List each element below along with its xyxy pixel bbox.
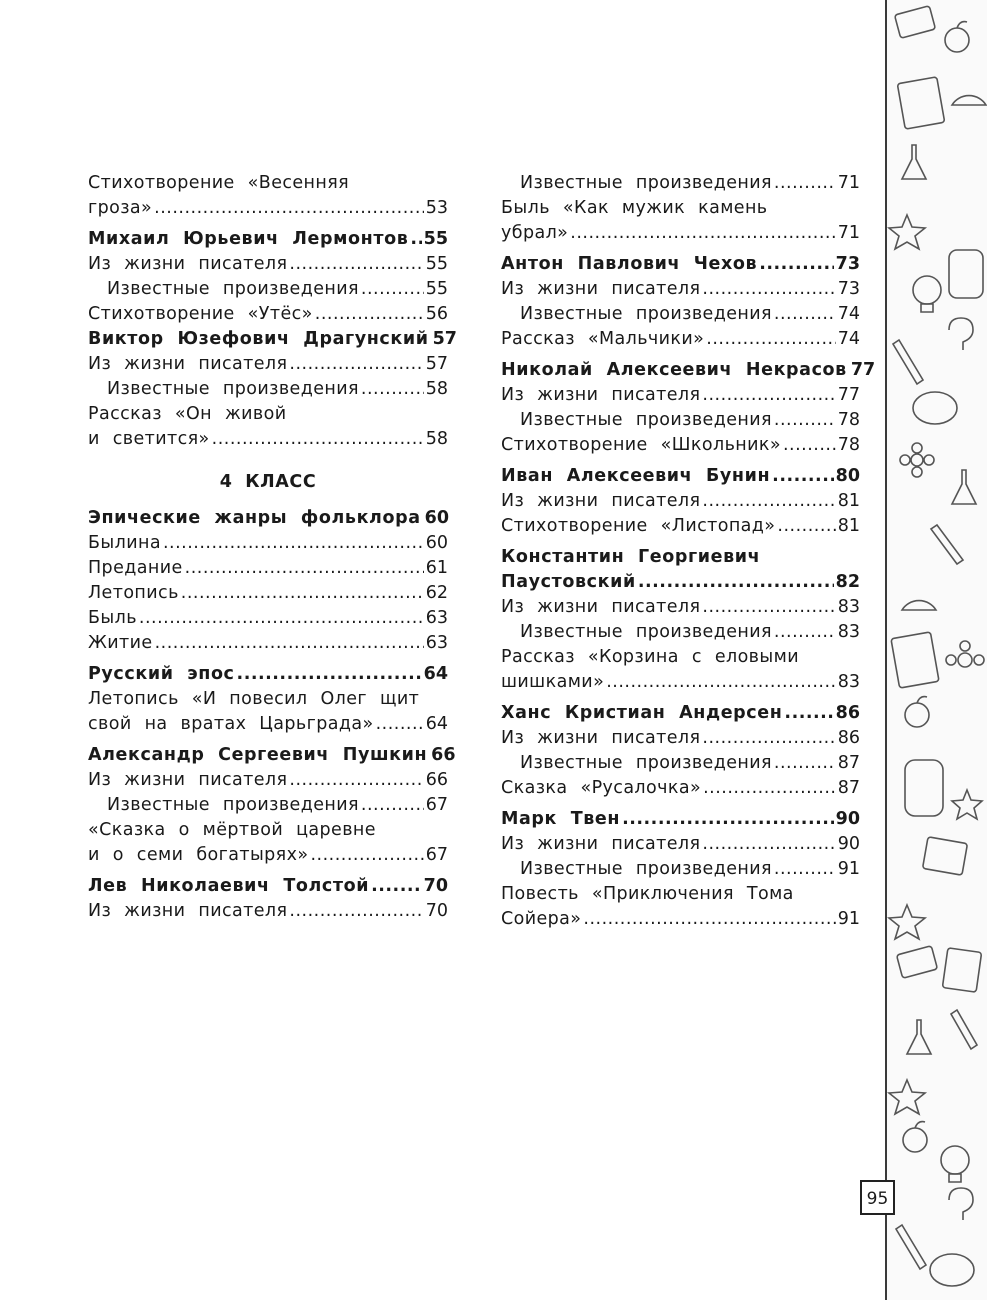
toc-entry[interactable]: [501, 383, 860, 408]
toc-entry-title: Ханс Кристиан Андерсен: [501, 703, 783, 723]
dot-leader: [774, 620, 836, 645]
toc-entry[interactable]: [88, 631, 448, 656]
toc-page-number: 66: [431, 745, 456, 765]
toc-entry-title: Стихотворение «Весенняя: [88, 173, 350, 193]
toc-entry[interactable]: [88, 302, 448, 327]
toc-entry[interactable]: [88, 352, 448, 377]
toc-page-number: 78: [837, 435, 860, 455]
toc-page-number: 91: [837, 859, 860, 879]
toc-page-number: 73: [835, 254, 860, 274]
toc-entry[interactable]: [501, 595, 860, 620]
toc-page-number: 55: [425, 279, 448, 299]
toc-entry-title: Известные произведения: [520, 304, 772, 324]
toc-entry-title: Из жизни писателя: [88, 254, 288, 274]
toc-entry-title: Антон Павлович Чехов: [501, 254, 758, 274]
toc-entry[interactable]: [501, 776, 860, 801]
toc-entry-title: свой на вратах Царьграда»: [88, 714, 374, 734]
toc-page-number: 66: [425, 770, 448, 790]
toc-entry-title: гроза»: [88, 198, 153, 218]
toc-entry-title: Из жизни писателя: [501, 279, 701, 299]
dot-leader: [772, 464, 833, 489]
toc-entry[interactable]: [88, 793, 448, 818]
toc-entry[interactable]: [88, 556, 448, 581]
toc-page-number: 70: [423, 876, 448, 896]
dot-leader: [759, 252, 833, 277]
toc-page-number: 83: [837, 597, 860, 617]
dot-leader: [289, 899, 423, 924]
toc-entry-title: Из жизни писателя: [501, 385, 701, 405]
toc-entry-title: Из жизни писателя: [88, 354, 288, 374]
toc-left-column: [88, 171, 457, 924]
toc-author-entry[interactable]: [88, 506, 448, 531]
toc-page-number: 83: [837, 622, 860, 642]
toc-page-number: 78: [837, 410, 860, 430]
toc-page-number: 91: [837, 909, 860, 929]
toc-entry[interactable]: [501, 408, 860, 433]
dot-leader: [315, 302, 424, 327]
toc-entry-title: Эпические жанры фольклора: [88, 508, 421, 528]
toc-entry-title: Стихотворение «Школьник»: [501, 435, 781, 455]
toc-entry[interactable]: [501, 433, 860, 458]
toc-page-number: 70: [425, 901, 448, 921]
apple-icon: [903, 1122, 927, 1152]
pencil-icon: [893, 340, 923, 384]
apple-icon: [905, 697, 929, 727]
toc-page-number: 55: [425, 254, 448, 274]
toc-entry[interactable]: [501, 726, 860, 751]
toc-page-number: 71: [837, 223, 860, 243]
dot-leader: [783, 433, 836, 458]
dot-leader: [774, 751, 836, 776]
toc-entry-title: Летопись «И повесил Олег щит: [88, 689, 420, 709]
dot-leader: [163, 531, 424, 556]
dot-leader: [702, 489, 835, 514]
toc-entry[interactable]: [88, 899, 448, 924]
toc-entry[interactable]: [501, 514, 860, 539]
toc-entry-title: Из жизни писателя: [501, 728, 701, 748]
toc-entry-title: Известные произведения: [520, 410, 772, 430]
toc-entry-title: Повесть «Приключения Тома: [501, 884, 794, 904]
book-icon: [897, 946, 938, 978]
dot-leader: [706, 327, 835, 352]
doodle-pattern: [887, 0, 987, 1300]
star-icon: [952, 790, 982, 819]
book-icon: [923, 837, 968, 875]
toc-entry-title: Паустовский: [501, 572, 636, 592]
toc-author-entry[interactable]: [88, 743, 456, 768]
toc-author-entry[interactable]: [501, 701, 860, 726]
toc-entry-title: Марк Твен: [501, 809, 621, 829]
page-number: 95: [860, 1180, 895, 1215]
toc-entry[interactable]: [88, 427, 448, 452]
dot-leader: [410, 227, 421, 252]
toc-entry-title: Рассказ «Он живой: [88, 404, 287, 424]
toc-entry-title: Сойера»: [501, 909, 582, 929]
toc-entry[interactable]: [88, 818, 448, 843]
toc-page-number: 58: [425, 379, 448, 399]
toc-author-entry[interactable]: [501, 464, 860, 489]
backpack-icon: [949, 250, 983, 298]
toc-page-number: 83: [837, 672, 860, 692]
toc-entry-title: Предание: [88, 558, 183, 578]
dot-leader: [212, 427, 424, 452]
toc-page-number: 56: [425, 304, 448, 324]
toc-entry-title: Стихотворение «Листопад»: [501, 516, 776, 536]
toc-entry-title: Известные произведения: [520, 859, 772, 879]
toc-entry[interactable]: [501, 832, 860, 857]
toc-page-number: 67: [425, 795, 448, 815]
section-heading: 4 КЛАСС: [219, 472, 317, 492]
toc-entry[interactable]: [501, 221, 860, 246]
toc-author-entry[interactable]: [501, 545, 860, 570]
dot-leader: [702, 383, 835, 408]
toc-entry-title: Константин Георгиевич: [501, 547, 761, 567]
school-doodle-border: [885, 0, 987, 1300]
toc-entry-title: Александр Сергеевич Пушкин: [88, 745, 428, 765]
toc-author-entry[interactable]: [88, 227, 448, 252]
dot-leader: [774, 408, 836, 433]
toc-page-number: 64: [425, 714, 448, 734]
toc-entry-title: «Сказка о мёртвой царевне: [88, 820, 376, 840]
toc-entry-title: Из жизни писателя: [501, 597, 701, 617]
dot-leader: [570, 221, 835, 246]
toc-page-number: 57: [432, 329, 457, 349]
lightbulb-icon: [913, 276, 941, 312]
toc-page-number: 86: [837, 728, 860, 748]
dot-leader: [702, 595, 835, 620]
dot-leader: [289, 352, 423, 377]
toc-entry-title: Иван Алексеевич Бунин: [501, 466, 771, 486]
notebook-icon: [891, 632, 939, 688]
flower-icon: [900, 443, 934, 477]
toc-page-number: 60: [424, 508, 449, 528]
dot-leader: [181, 581, 424, 606]
dot-leader: [310, 843, 423, 868]
dot-leader: [155, 631, 424, 656]
toc-page-number: 63: [425, 608, 448, 628]
toc-entry-title: Быль: [88, 608, 137, 628]
toc-entry-title: Из жизни писателя: [88, 901, 288, 921]
toc-entry[interactable]: [88, 712, 448, 737]
toc-page-number: 86: [835, 703, 860, 723]
dot-leader: [583, 907, 835, 932]
toc-entry[interactable]: [501, 489, 860, 514]
toc-entry[interactable]: [88, 377, 448, 402]
dot-leader: [289, 252, 423, 277]
toc-entry[interactable]: [88, 768, 448, 793]
toc-entry[interactable]: [501, 907, 860, 932]
toc-entry[interactable]: [88, 687, 448, 712]
book-icon: [895, 6, 936, 38]
backpack-icon: [905, 760, 943, 816]
toc-page-number: 87: [837, 778, 860, 798]
toc-entry-title: Быль «Как мужик камень: [501, 198, 768, 218]
dot-leader: [237, 662, 422, 687]
toc-entry[interactable]: [88, 843, 448, 868]
toc-page-number: 67: [425, 845, 448, 865]
protractor-icon: [952, 96, 986, 105]
toc-entry-title: Известные произведения: [107, 795, 359, 815]
star-icon: [889, 1080, 925, 1114]
toc-author-entry[interactable]: [501, 358, 876, 383]
toc-entry[interactable]: [501, 302, 860, 327]
dot-leader: [622, 807, 834, 832]
dot-leader: [638, 570, 834, 595]
toc-page-number: 57: [425, 354, 448, 374]
toc-entry[interactable]: [88, 252, 448, 277]
dot-leader: [784, 701, 833, 726]
toc-entry-title: Стихотворение «Утёс»: [88, 304, 313, 324]
pencil-icon: [951, 1010, 977, 1049]
toc-entry[interactable]: [88, 581, 448, 606]
toc-entry-title: Известные произведения: [107, 379, 359, 399]
toc-entry[interactable]: [501, 327, 860, 352]
notebook-icon: [942, 948, 981, 992]
toc-entry[interactable]: [501, 277, 860, 302]
pencil-icon: [931, 525, 963, 564]
toc-entry-title: и о семи богатырях»: [88, 845, 309, 865]
dot-leader: [185, 556, 424, 581]
lightbulb-icon: [941, 1146, 969, 1182]
dot-leader: [774, 302, 836, 327]
toc-entry[interactable]: [501, 751, 860, 776]
flask-icon: [907, 1020, 931, 1054]
toc-entry[interactable]: [501, 196, 860, 221]
dot-leader: [774, 171, 836, 196]
toc-entry-title: Рассказ «Корзина с еловыми: [501, 647, 799, 667]
toc-entry-title: Михаил Юрьевич Лермонтов: [88, 229, 409, 249]
toc-author-entry[interactable]: [88, 662, 448, 687]
toc-author-entry[interactable]: [501, 252, 860, 277]
toc-entry-title: убрал»: [501, 223, 569, 243]
toc-page-number: 63: [425, 633, 448, 653]
toc-page-number: 80: [835, 466, 860, 486]
toc-entry[interactable]: [88, 402, 448, 427]
toc-entry-title: Сказка «Русалочка»: [501, 778, 702, 798]
toc-author-entry[interactable]: [88, 874, 448, 899]
toc-entry[interactable]: [88, 606, 448, 631]
dot-leader: [376, 712, 424, 737]
toc-entry[interactable]: [501, 171, 860, 196]
toc-entry-title: Русский эпос: [88, 664, 235, 684]
dot-leader: [361, 377, 424, 402]
toc-entry-title: Былина: [88, 533, 161, 553]
toc-page-number: 73: [837, 279, 860, 299]
dot-leader: [777, 514, 835, 539]
toc-entry[interactable]: [501, 645, 860, 670]
toc-entry-title: Известные произведения: [520, 753, 772, 773]
toc-entry-title: Лев Николаевич Толстой: [88, 876, 370, 896]
palette-icon: [913, 392, 957, 424]
toc-entry[interactable]: [88, 277, 448, 302]
dot-leader: [361, 793, 424, 818]
toc-entry[interactable]: [501, 620, 860, 645]
toc-author-entry[interactable]: [501, 570, 860, 595]
toc-page-number: 87: [837, 753, 860, 773]
toc-entry-title: Рассказ «Мальчики»: [501, 329, 705, 349]
dot-leader: [774, 857, 836, 882]
toc-entry[interactable]: [88, 196, 448, 221]
toc-page-number: 55: [423, 229, 448, 249]
toc-entry-title: Известные произведения: [520, 173, 772, 193]
toc-right-column: [501, 171, 876, 932]
toc-page-number: 90: [837, 834, 860, 854]
toc-entry-title: Николай Алексеевич Некрасов: [501, 360, 847, 380]
toc-entry-title: Из жизни писателя: [501, 834, 701, 854]
dot-leader: [702, 726, 835, 751]
apple-icon: [945, 22, 969, 52]
flower-icon: [946, 641, 984, 667]
question-mark-icon: [949, 1188, 973, 1220]
dot-leader: [139, 606, 424, 631]
toc-entry-title: и светится»: [88, 429, 210, 449]
toc-page-number: 81: [837, 491, 860, 511]
dot-leader: [702, 277, 835, 302]
dot-leader: [371, 874, 422, 899]
toc-page-number: 62: [425, 583, 448, 603]
toc-entry-title: Летопись: [88, 583, 179, 603]
flask-icon: [902, 145, 926, 179]
star-icon: [889, 215, 925, 249]
toc-page-number: 74: [837, 304, 860, 324]
toc-page-number: 61: [425, 558, 448, 578]
dot-leader: [703, 776, 836, 801]
dot-leader: [154, 196, 424, 221]
toc-entry[interactable]: [501, 882, 860, 907]
toc-page-number: 90: [835, 809, 860, 829]
toc-entry-title: Из жизни писателя: [88, 770, 288, 790]
palette-icon: [930, 1254, 974, 1286]
toc-page-number: 60: [425, 533, 448, 553]
star-icon: [889, 905, 925, 939]
dot-leader: [361, 277, 424, 302]
toc-entry[interactable]: [501, 670, 860, 695]
toc-entry-title: Известные произведения: [520, 622, 772, 642]
toc-author-entry[interactable]: [88, 327, 457, 352]
toc-page-number: 71: [837, 173, 860, 193]
question-mark-icon: [949, 318, 973, 350]
dot-leader: [606, 670, 836, 695]
toc-entry-title: Из жизни писателя: [501, 491, 701, 511]
pencil-icon: [896, 1225, 926, 1269]
dot-leader: [702, 832, 835, 857]
flask-icon: [952, 470, 976, 504]
toc-page-number: 64: [423, 664, 448, 684]
protractor-icon: [902, 601, 936, 610]
dot-leader: [289, 768, 423, 793]
toc-entry-title: Виктор Юзефович Драгунский: [88, 329, 429, 349]
toc-page-number: 77: [850, 360, 876, 380]
toc-page-number: 74: [837, 329, 860, 349]
toc-page-number: 81: [837, 516, 860, 536]
toc-page-number: 58: [425, 429, 448, 449]
toc-entry-title: Известные произведения: [107, 279, 359, 299]
toc-page-number: 82: [835, 572, 860, 592]
toc-entry-title: Житие: [88, 633, 153, 653]
notebook-icon: [897, 77, 944, 129]
toc-entry[interactable]: [501, 857, 860, 882]
toc-entry[interactable]: [88, 171, 448, 196]
toc-page-number: 77: [837, 385, 860, 405]
toc-entry-title: шишками»: [501, 672, 605, 692]
toc-page-number: 53: [425, 198, 448, 218]
toc-entry[interactable]: [88, 531, 448, 556]
toc-author-entry[interactable]: [501, 807, 860, 832]
